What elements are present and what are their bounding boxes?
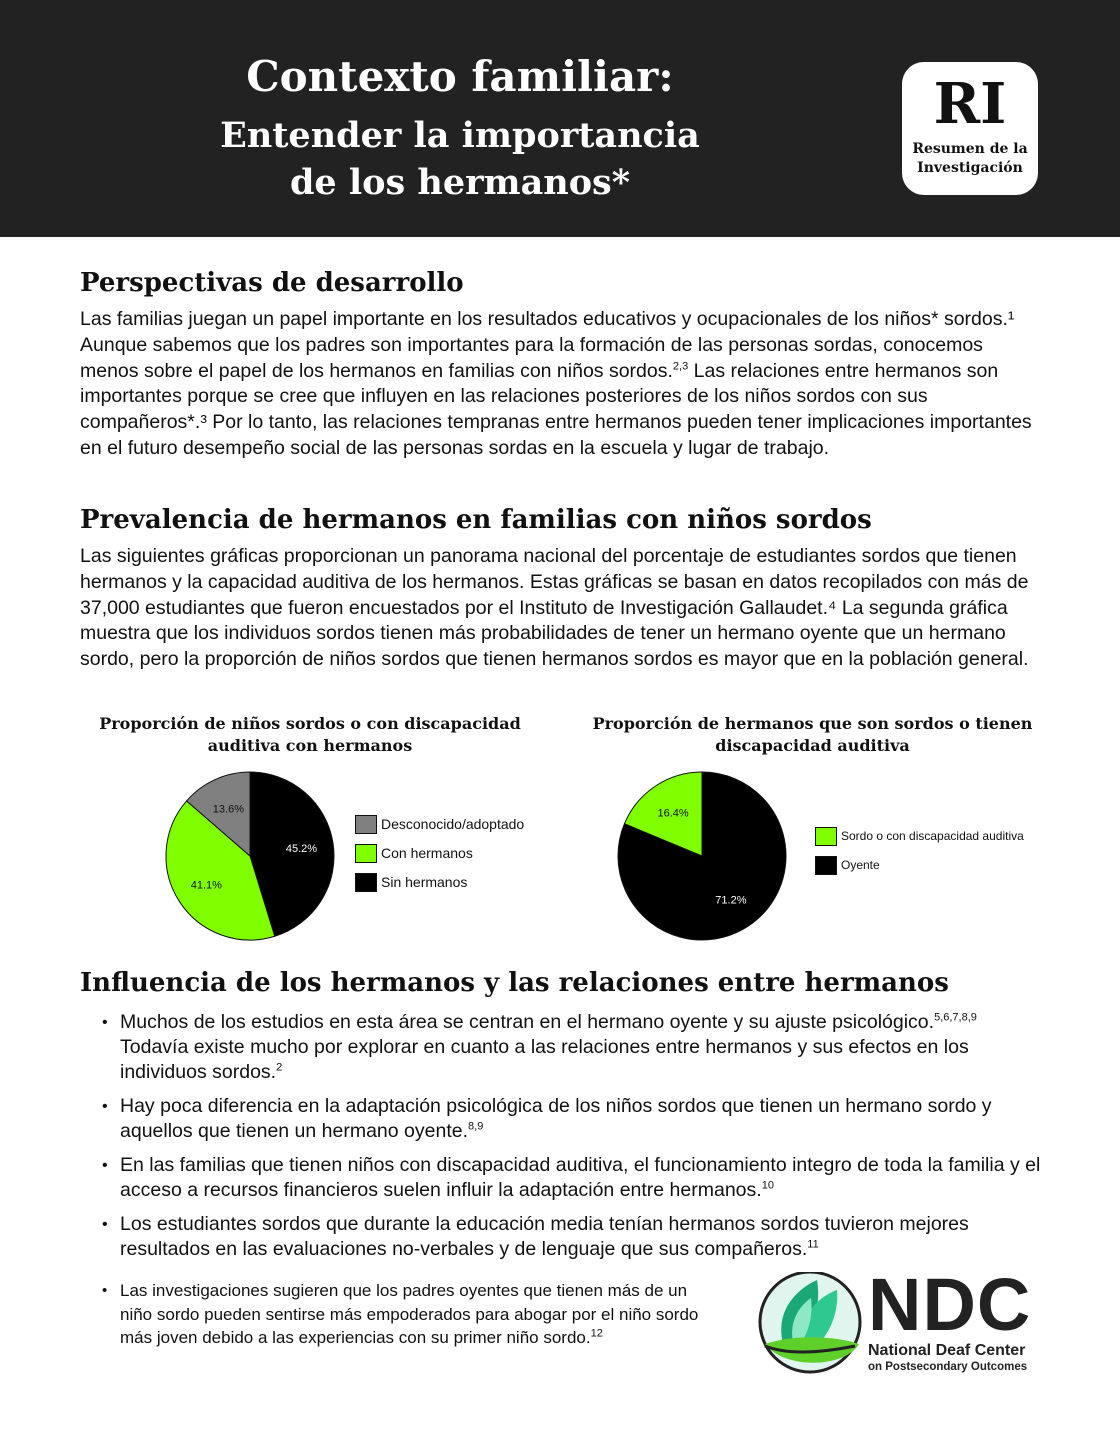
bullet-text: Muchos de los estudios en esta área se centran en el hermano oyente y su ajuste psicológico.	[120, 1011, 935, 1033]
chart2-title-line1: Proporción de hermanos que son sordos o tienen	[592, 714, 1033, 733]
chart1-title-line1: Proporción de niños sordos o con discapacidad	[99, 714, 521, 733]
logo-acronym: NDC	[868, 1263, 1032, 1346]
chart1-legend-item-with-siblings	[355, 842, 524, 864]
section-heading-prevalence: Prevalencia de hermanos en familias con niños sordos	[80, 505, 872, 535]
section-heading-development: Perspectivas de desarrollo	[80, 268, 464, 298]
footnote-ref: 2,3	[672, 360, 689, 373]
legend-swatch	[355, 844, 377, 863]
footnote-ref: 2	[276, 1061, 283, 1074]
page-subtitle-line2: de los hermanos*	[289, 162, 631, 203]
legend-swatch	[355, 815, 377, 834]
footnote-ref: 5,6,7,8,9	[934, 1011, 977, 1024]
chart1-slice-label-0: 45.2%	[285, 843, 318, 856]
chart2-legend-item-deaf	[815, 825, 1024, 847]
chart1-slice-label-2: 13.6%	[212, 803, 245, 816]
bullet-text: Hay poca diferencia en la adaptación psicológica de los niños sordos que tienen un hermano sordo y aquellos que tienen un hermano oyente.	[120, 1095, 992, 1142]
logo-subtitle: on Postsecondary Outcomes	[868, 1361, 1028, 1373]
bullet-item	[100, 1153, 1050, 1203]
badge-code: RI	[933, 71, 1007, 137]
legend-swatch	[815, 827, 837, 846]
legend-label: Sordo o con discapacidad auditiva	[841, 829, 1024, 843]
legend-label: Con hermanos	[381, 845, 473, 861]
chart1-legend-item-unknown	[355, 813, 524, 835]
legend-label: Sin hermanos	[381, 874, 468, 890]
page-subtitle-line1: Entender la importancia	[220, 115, 700, 156]
chart2-slice-label-0: 71.2%	[715, 894, 747, 907]
chart2-title	[585, 713, 1040, 757]
bullet-text-continued: Todavía existe mucho por explorar en cuanto a las relaciones entre hermanos y sus efectos en los individuos sordos.	[120, 1036, 969, 1083]
bullet-item	[100, 1094, 1050, 1144]
bullet-text: Los estudiantes sordos que durante la educación media tenían hermanos sordos tuvieron mejores resultados en las evaluaciones no-verbales y de lenguaje que sus compañeros.	[120, 1213, 969, 1260]
bullet-item	[100, 1279, 720, 1350]
chart2-pie	[612, 766, 792, 946]
section-heading-influence: Influencia de los hermanos y las relaciones entre hermanos	[80, 968, 949, 998]
legend-swatch	[815, 856, 837, 875]
footnote-ref: 10	[761, 1179, 774, 1192]
influence-bullet-list	[100, 1010, 1050, 1271]
section-paragraph-prevalence: Las siguientes gráficas proporcionan un panorama nacional del porcentaje de estudiantes sordos que tienen hermanos y la capacidad auditiva de los hermanos. Estas gráficas se basan en datos recopilados con más de 37,000 estudiantes que fueron encuestados por el Instituto de Investigación Gallaudet.⁴ La segunda gráfica muestra que los individuos sordos tienen más probabilidades de tener un hermano oyente que un hermano sordo, pero la proporción de niños sordos que tienen hermanos sordos es mayor que en la población general.	[80, 545, 1029, 671]
legend-label: Desconocido/adoptado	[381, 816, 525, 832]
bullet-text: Las investigaciones sugieren que los padres oyentes que tienen más de un niño sordo pueden sentirse más empoderados para abogar por el niño sordo más joven debido a las experiencias con su primer niño sordo.	[120, 1281, 699, 1347]
footnote-ref: 8,9	[468, 1120, 484, 1133]
chart1-legend-item-no-siblings	[355, 871, 524, 893]
research-summary-badge	[902, 62, 1038, 195]
header-banner	[0, 0, 1120, 237]
chart2-legend	[815, 825, 1024, 883]
chart2-legend-item-hearing	[815, 854, 1024, 876]
chart1-title-line2: auditiva con hermanos	[207, 736, 413, 755]
bullet-item	[100, 1010, 1050, 1085]
chart1-legend	[355, 813, 524, 900]
bullet-item	[100, 1212, 1050, 1262]
page-title: Contexto familiar:	[246, 52, 674, 101]
badge-label-line1: Resumen de la	[912, 141, 1028, 157]
footnote-ref: 11	[807, 1238, 819, 1251]
paragraph-part-b: Las relaciones entre hermanos son importantes porque se cree que influyen en las relaciones posteriores de los niños sordos con sus compañeros*.³ Por lo tanto, las relaciones tempranas entre hermanos pueden tener implicaciones importantes en el futuro desempeño social de las personas sordas en la escuela y lugar de trabajo.	[80, 359, 1032, 459]
chart2-slice-label-1: 16.4%	[657, 807, 689, 820]
section-paragraph-development	[80, 307, 1045, 462]
influence-bullet-list-last	[100, 1279, 720, 1350]
bullet-text: En las familias que tienen niños con discapacidad auditiva, el funcionamiento integro de toda la familia y el acceso a recursos financieros suelen influir la adaptación entre hermanos.	[120, 1154, 1041, 1201]
legend-swatch	[355, 873, 377, 892]
chart1-slice-label-1: 41.1%	[190, 879, 222, 892]
chart2-title-line2: discapacidad auditiva	[715, 736, 910, 755]
badge-label	[902, 140, 1038, 178]
logo-name: National Deaf Center	[868, 1342, 1026, 1359]
legend-label: Oyente	[841, 858, 880, 872]
badge-label-line2: Investigación	[917, 160, 1023, 176]
footnote-ref: 12	[590, 1327, 603, 1340]
chart1-title	[80, 713, 540, 757]
paragraph-part-a: Las familias juegan un papel importante en los resultados educativos y ocupacionales de los niños* sordos.¹ Aunque sabemos que los padres son importantes para la formación de las personas sordas, conocemos menos sobre el papel de los hermanos en familias con niños sordos.	[80, 308, 1015, 382]
chart1-pie	[160, 766, 340, 946]
